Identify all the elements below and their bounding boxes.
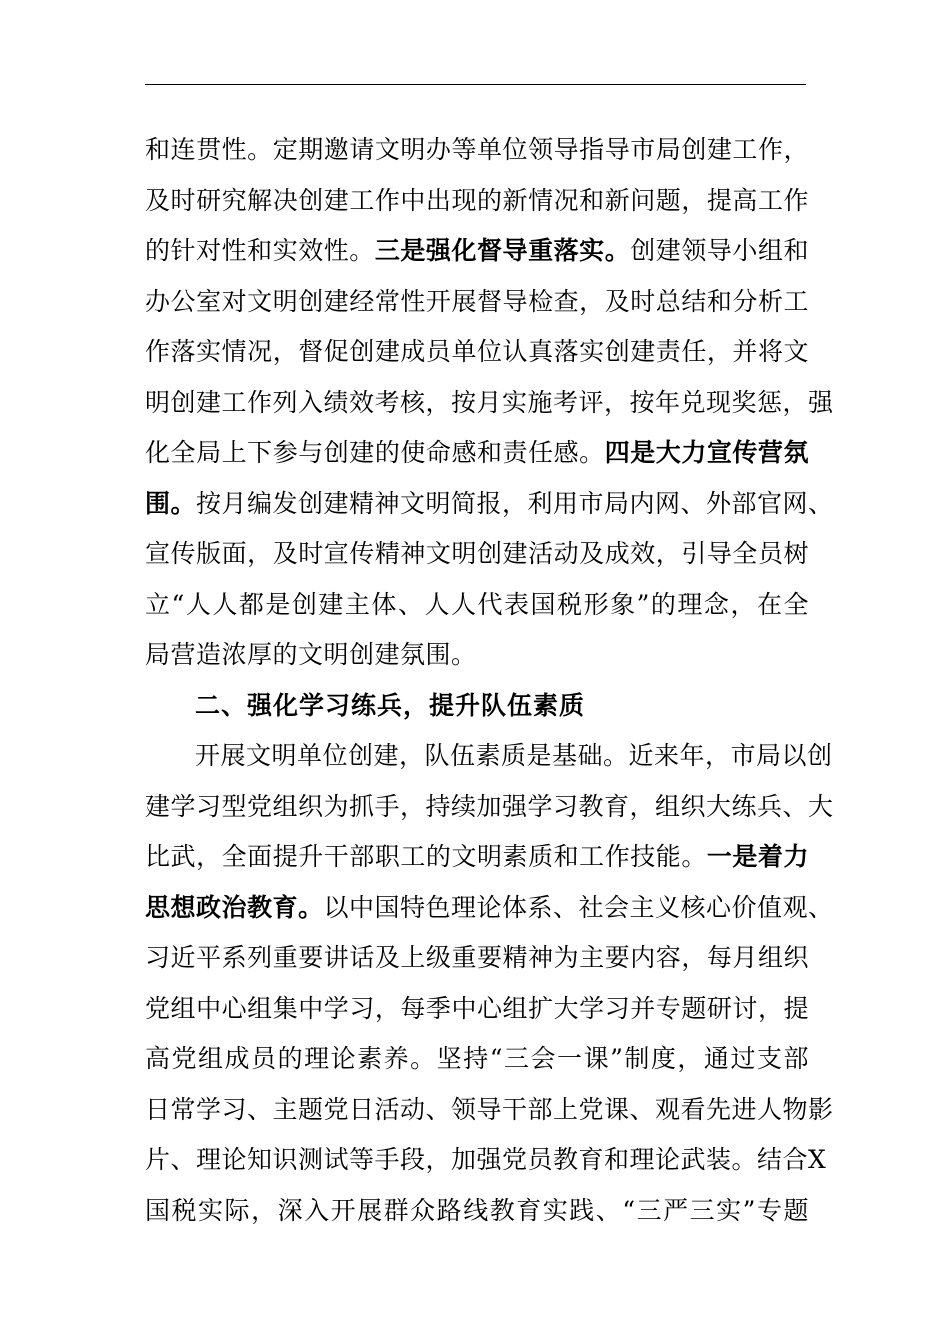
text-line: 局营造浓厚的文明创建氛围。 xyxy=(145,640,477,669)
text-run: 比武，全面提升干部职工的文明素质和工作技能。 xyxy=(145,842,707,871)
text-line xyxy=(145,428,809,479)
text-line: 日常学习、主题党日活动、领导干部上党课、观看先进人物影 xyxy=(145,1094,834,1124)
text-line: 建学习型党组织为抓手，持续加强学习教育，组织大练兵、大 xyxy=(145,791,834,821)
text-line xyxy=(145,832,809,883)
section-heading: 二、强化学习练兵，提升队伍素质 xyxy=(195,690,586,720)
text-line: 片、理论知识测试等手段，加强党员教育和理论武装。结合X xyxy=(145,1145,827,1174)
text-run: 的针对性和实效性。 xyxy=(145,236,375,265)
bold-phrase: 思想政治教育。 xyxy=(145,892,324,922)
text-line xyxy=(145,479,834,530)
text-run: 按月编发创建精神文明简报，利用市局内网、外部官网、 xyxy=(196,488,834,518)
text-line xyxy=(145,226,809,277)
text-run: 以中国特色理论体系、社会主义核心价值观、 xyxy=(323,892,834,922)
text-line: 党组中心组集中学习，每季中心组扩大学习并专题研讨，提 xyxy=(145,993,809,1023)
text-line xyxy=(145,883,834,934)
text-line: 办公室对文明创建经常性开展督导检查，及时总结和分析工 xyxy=(145,286,809,316)
text-run: 化全局上下参与创建的使命感和责任感。 xyxy=(145,438,605,467)
text-line: 宣传版面，及时宣传精神文明创建活动及成效，引导全员树 xyxy=(145,539,809,568)
text-line: 国税实际，深入开展群众路线教育实践、“三严三实”专题 xyxy=(145,1195,809,1225)
bold-phrase: 围。 xyxy=(145,488,197,518)
text-line: 开展文明单位创建，队伍素质是基础。近来年，市局以创 xyxy=(195,741,833,770)
bold-phrase: 四是大力宣传营氛 xyxy=(604,438,809,467)
document-body xyxy=(145,125,834,1236)
text-line: 立“人人都是创建主体、人人代表国税形象”的理念，在全 xyxy=(145,589,809,619)
text-line: 作落实情况，督促创建成员单位认真落实创建责任，并将文 xyxy=(145,337,809,366)
header-rule xyxy=(145,84,806,85)
text-line: 及时研究解决创建工作中出现的新情况和新问题，提高工作 xyxy=(145,185,809,215)
bold-phrase: 一是着力 xyxy=(706,842,809,871)
text-run: 创建领导小组和 xyxy=(630,236,809,265)
bold-phrase: 三是强化督导重落实。 xyxy=(374,236,631,265)
text-line: 明创建工作列入绩效考核，按月实施考评，按年兑现奖惩，强 xyxy=(145,387,834,417)
text-line: 高党组成员的理论素养。坚持“三会一课”制度，通过支部 xyxy=(145,1044,809,1073)
text-line: 习近平系列重要讲话及上级重要精神为主要内容，每月组织 xyxy=(145,943,809,972)
text-line: 和连贯性。定期邀请文明办等单位领导指导市局创建工作， xyxy=(145,135,809,164)
